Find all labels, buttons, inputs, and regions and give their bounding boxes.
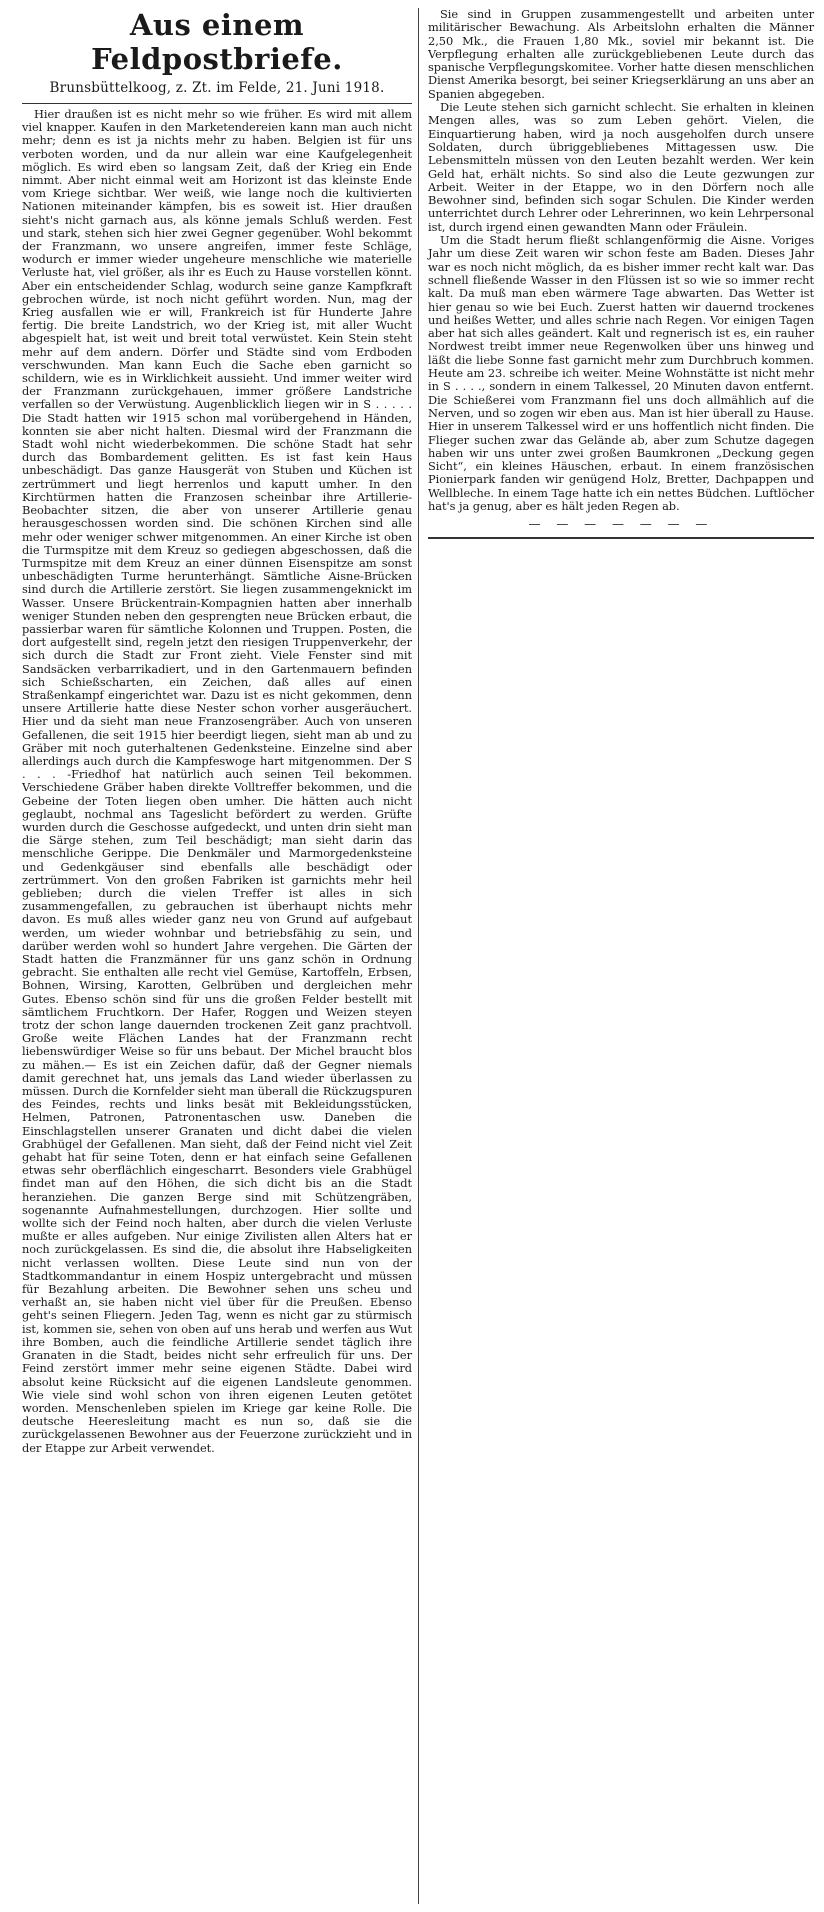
article-title: Aus einem Feldpostbriefe. (91, 8, 343, 76)
right-paragraph-3: Um die Stadt herum fließt schlangenförmig die Aisne. Voriges Jahr um diese Zeit waren wir schon feste am Baden. Dieses Jahr war es noch nicht möglich, da es bisher immer recht kalt war. Das schnell fließende Wasser in den Flüssen ist so wie so immer recht kalt. Da muß man eben wärmere Tage abwarten. Das Wetter ist hier genau so wie bei Euch. Zuerst hatten wir dauernd trockenes und heißes Wetter, und alles schrie nach Regen. Vor einigen Tagen aber hat sich alles geändert. Kalt und regnerisch ist es, ein rauher Nordwest treibt immer neue Regenwolken über uns hinweg und läßt die liebe Sonne fast garnicht mehr zum Durchbruch kommen. Heute am 23. schreibe ich weiter. Meine Wohnstätte ist nicht mehr in S . . . ., sondern in einem Talkessel, 20 Minuten davon entfernt. Die Schießerei vom Franzmann fiel uns doch allmählich auf die Nerven, und so zogen wir eben aus. Man ist hier überall zu Hause. Hier in unserem Talkessel wird er uns hoffentlich nicht finden. Die Flieger suchen zwar das Gelände ab, aber zum Schutze dagegen haben wir uns unter zwei großen Baumkronen „Deckung gegen Sicht“, ein kleines Häuschen, erbaut. In einem französischen Pionierpark fanden wir genügend Holz, Bretter, Dachpappen und Wellbleche. In einem Tage hatte ich ein nettes Büdchen. Luftlöcher hat's ja genug, aber es hält jeden Regen ab. (428, 233, 814, 513)
left-paragraph-1: Hier draußen ist es nicht mehr so wie früher. Es wird mit allem viel knapper. Kaufen in den Marketendereien kann man auch nicht mehr; denn es ist ja nichts mehr zu haben. Belgien ist für uns verboten worden, und da nur allein war eine Kaufgelegenheit möglich. Es wird eben so langsam Zeit, daß der Krieg ein Ende nimmt. Aber nicht einmal weit am Horizont ist das kleinste Ende vom Kriege sichtbar. Wer weiß, wie lange noch die kultivierten Nationen miteinander kämpfen, bis es soweit ist. Hier draußen sieht's nicht garnach aus, als könne jemals Schluß werden. Fest und stark, stehen sich hier zwei Gegner gegenüber. Wohl bekommt der Franzmann, wo unsere angreifen, immer feste Schläge, wodurch er immer wieder ungeheure menschliche wie materielle Verluste hat, viel größer, als ihr es Euch zu Hause vorstellen könnt. Aber ein entscheidender Schlag, wodurch seine ganze Kampfkraft gebrochen würde, ist noch nicht geführt worden. Nun, mag der Krieg ausfallen wie er will, Frankreich ist für Hunderte Jahre fertig. Die breite Landstrich, wo der Krieg ist, mit aller Wucht abgespielt hat, ist weit und breit total verwüstet. Kein Stein steht mehr auf dem andern. Dörfer und Städte sind vom Erdboden verschwunden. Man kann Euch die Sache eben garnicht so schildern, wie es in Wirklichkeit aussieht. Und immer weiter wird der Franzmann zurückgehauen, immer größere Landstriche verfallen so der Verwüstung. Augenblicklich liegen wir in S . . . . . Die Stadt hatten wir 1915 schon mal vorübergehend in Händen, konnten sie aber nicht halten. Diesmal wird der Franzmann die Stadt wohl nicht wiederbekommen. Die schöne Stadt hat sehr durch das Bombardement gelitten. Es ist fast kein Haus unbeschädigt. Das ganze Hausgerät von Stuben und Küchen ist zertrümmert und liegt herrenlos und kaputt umher. In den Kirchtürmen hatten die Franzosen scheinbar ihre Artillerie-Beobachter sitzen, die aber von unserer Artillerie genau herausgeschossen worden sind. Die schönen Kirchen sind alle mehr oder weniger schwer mitgenommen. An einer Kirche ist oben die Turmspitze mit dem Kreuz so gediegen abgeschossen, daß die Turmspitze mit dem Kreuz an einer dünnen Eisenspitze am sonst unbeschädigten Turme herunterhängt. Sämtliche Aisne-Brücken sind durch die Artillerie zerstört. Sie liegen zusammengeknickt im Wasser. Unsere Brückentrain-Kompagnien hatten aber innerhalb weniger Stunden neben den gesprengten neue Brücken erbaut, die passierbar waren für sämtliche Kolonnen und Truppen. Posten, die dort aufgestellt sind, regeln jetzt den riesigen Truppenverkehr, der sich durch die Stadt zur Front zieht. Viele Fenster sind mit Sandsäcken verbarrikadiert, und in den Gartenmauern befinden sich Schießscharten, ein Zeichen, daß alles auf einen Straßenkampf eingerichtet war. Dazu ist es nicht gekommen, denn unsere Artillerie hatte diese Nester schon vorher ausgeräuchert. Hier und da sieht man neue Franzosengräber. Auch von unseren Gefallenen, die seit 1915 hier beerdigt liegen, sieht man ab und zu Gräber mit noch guterhaltenen Gedenksteine. Einzelne sind aber allerdings auch durch die Kampfeswoge hart mitgenommen. Der S . . . -Friedhof hat natürlich auch seinen Teil bekommen. Verschiedene Gräber haben direkte Volltreffer bekommen, und die Gebeine der Toten liegen oben umher. Die hätten auch nicht geglaubt, nochmal ans Tageslicht befördert zu werden. Grüfte wurden durch die Geschosse aufgedeckt, und unten drin sieht man die Särge stehen, zum Teil beschädigt; man sieht darin das menschliche Gerippe. Die Denkmäler und Marmorgedenksteine und Gedenkgäuser sind ebenfalls alle beschädigt oder zertrümmert. Von den großen Fabriken ist garnichts mehr heil geblieben; durch die vielen Treffer ist alles in sich zusammengefallen, zu gebrauchen ist überhaupt nichts mehr davon. Es muß alles wieder ganz neu von Grund auf aufgebaut werden, um wieder wohnbar und betriebsfähig zu sein, und darüber werden wohl so hundert Jahre vergehen. Die Gärten der Stadt hatten die Franzmänner für uns ganz schön in Ordnung gebracht. Sie enthalten alle recht viel Gemüse, Kartoffeln, Erbsen, Bohnen, Wirsing, Karotten, Gelbrüben und dergleichen mehr Gutes. Ebenso schön sind für uns die großen Felder bestellt mit sämtlichem Fruchtkorn. Der Hafer, Roggen und Weizen steyen trotz der schon lange dauernden trockenen Zeit ganz prachtvoll. Große weite Flächen Landes hat der Franzmann recht liebenswürdiger Weise so für uns bebaut. Der Michel braucht blos zu mähen.— Es ist ein Zeichen dafür, daß der Gegner niemals damit gerechnet hat, uns jemals das Land wieder überlassen zu müssen. Durch die Kornfelder sieht man überall die Rückzugspuren des Feindes, rechts und links besät mit Bekleidungsstücken, Helmen, Patronen, Patronentaschen usw. Daneben die Einschlagstellen unserer Granaten und dicht dabei die vielen Grabhügel der Gefallenen. Man sieht, daß der Feind nicht viel Zeit gehabt hat für seine Toten, denn er hat einfach seine Gefallenen etwas sehr oberflächlich eingescharrt. Besonders viele Grabhügel findet man auf den Höhen, die sich dicht bis an die Stadt heranziehen. Die ganzen Berge sind mit Schützengräben, sogenannte Aufnahmestellungen, durchzogen. Hier sollte und wollte sich der Feind noch halten, aber durch die vielen Verluste mußte er alles aufgeben. Nur einige Zivilisten allen Alters hat er noch zurückgelassen. Es sind die, die absolut ihre Habseligkeiten nicht verlassen wollten. Diese Leute sind nun von der Stadtkommandantur in einem Hospiz untergebracht und müssen für Bezahlung arbeiten. Die Bewohner sehen uns scheu und verhaßt an, sie haben nicht viel über für die Preußen. Ebenso geht's seinen Fliegern. Jeden Tag, wenn es nicht gar zu stürmisch ist, kommen sie, sehen von oben auf uns herab und werfen aus Wut ihre Bomben, auch die feindliche Artillerie sendet täglich ihre Granaten in die Stadt, beides nicht sehr erfreulich für uns. Der Feind zerstört immer mehr seine eigenen Städte. Dabei wird absolut keine Rücksicht auf die eigenen Landsleute genommen. Wie viele sind wohl schon von ihren eigenen Leuten getötet worden. Menschenleben spielen im Kriege gar keine Rolle. Die deutsche Heeresleitung macht es nun so, daß sie die zurückgelassenen Bewohner aus der Feuerzone zurückzieht und in der Etappe zur Arbeit verwendet. (22, 107, 412, 1455)
article-end-mark: — — — — — — — (528, 517, 714, 532)
column-divider (418, 8, 419, 1904)
right-paragraph-1: Sie sind in Gruppen zusammengestellt und arbeiten unter militärischer Bewachung. Als Arbeitslohn erhalten die Männer 2,50 Mk., die Frauen 1,80 Mk., soviel mir bekannt ist. Die Verpflegung erhalten alle zurückgebliebenen Leute durch das spanische Verpflegungskomitee. Vorher hatte diesen menschlichen Dienst Amerika besorgt, bei seiner Kriegserklärung an uns aber an Spanien abgegeben. (428, 7, 814, 101)
right-paragraph-2: Die Leute stehen sich garnicht schlecht. Sie erhalten in kleinen Mengen alles, was so zum Leben gehört. Vielen, die Einquartierung haben, wird ja noch ausgeholfen durch unsere Soldaten, durch übriggebliebenes Mittagessen usw. Die Lebensmitteln müssen von den Leuten bezahlt werden. Wer kein Geld hat, erhält nichts. So sind also die Leute gezwungen zur Arbeit. Weiter in der Etappe, wo in den Dörfern noch alle Bewohner sind, befinden sich sogar Schulen. Die Kinder werden unterrichtet durch Lehrer oder Lehrerinnen, wo kein Lehrpersonal ist, durch irgend einen gewandten Mann oder Fräulein. (428, 100, 814, 234)
article-dateline: Brunsbüttelkoog, z. Zt. im Felde, 21. Juni 1918. (49, 80, 385, 96)
right-column (428, 8, 814, 539)
left-column (22, 8, 412, 1455)
title-rule (22, 103, 412, 104)
article-end-rule (428, 537, 814, 539)
